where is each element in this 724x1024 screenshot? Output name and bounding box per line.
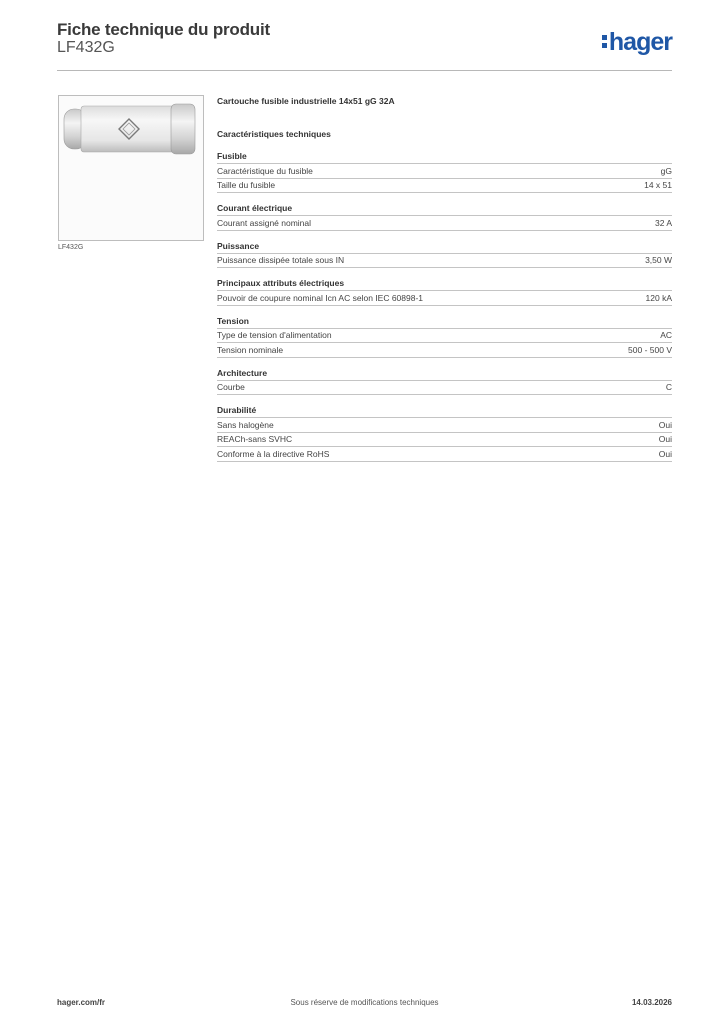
- section-title: Durabilité: [217, 405, 257, 415]
- spec-heading: Caractéristiques techniques: [217, 129, 331, 139]
- spec-section: [217, 368, 672, 396]
- spec-label: Caractéristique du fusible: [217, 165, 313, 176]
- spec-value: C: [665, 382, 672, 393]
- product-image: [58, 95, 204, 241]
- section-title: Tension: [217, 315, 249, 326]
- spec-row: [217, 328, 672, 343]
- spec-section: [217, 151, 672, 193]
- spec-value: 32 A: [654, 217, 672, 228]
- spec-value: Oui: [658, 434, 672, 445]
- spec-section: [217, 278, 672, 306]
- product-description: Cartouche fusible industrielle 14x51 gG 32A: [217, 96, 395, 106]
- spec-label: Type de tension d'alimentation: [217, 330, 332, 341]
- spec-sections: [217, 151, 672, 462]
- hager-logo: [602, 28, 672, 57]
- spec-row: [217, 290, 672, 306]
- spec-label: Courant assigné nominal: [217, 217, 312, 228]
- product-code: LF432G: [57, 39, 115, 56]
- footer-date: 14.03.2026: [631, 998, 672, 1007]
- spec-row: [217, 446, 672, 462]
- spec-section: [217, 405, 672, 462]
- section-title: Architecture: [217, 367, 268, 378]
- spec-label: Courbe: [217, 382, 245, 393]
- spec-label: Pouvoir de coupure nominal Icn AC selon IEC 60898-1: [217, 292, 424, 303]
- image-caption: LF432G: [58, 244, 84, 251]
- spec-section: [217, 316, 672, 358]
- footer-website-link[interactable]: hager.com/fr: [57, 998, 106, 1007]
- footer-notice: Sous réserve de modifications techniques: [290, 998, 439, 1007]
- page-header: [57, 20, 672, 71]
- spec-value: 500 - 500 V: [628, 344, 672, 355]
- document-title: Fiche technique du produit: [57, 20, 270, 39]
- section-title: Courant électrique: [217, 203, 293, 213]
- spec-value: gG: [660, 165, 672, 176]
- spec-value: Oui: [658, 419, 672, 430]
- section-title: Principaux attributs électriques: [217, 278, 345, 288]
- section-title: Fusible: [217, 151, 247, 161]
- spec-label: Taille du fusible: [217, 180, 276, 191]
- spec-row: [217, 417, 672, 432]
- spec-row: [217, 178, 672, 194]
- spec-section: [217, 241, 672, 269]
- spec-value: Oui: [658, 448, 672, 459]
- spec-row: [217, 215, 672, 231]
- logo-text: hager: [608, 28, 672, 56]
- section-title: Puissance: [217, 240, 260, 251]
- spec-label: Puissance dissipée totale sous IN: [217, 255, 345, 266]
- spec-label: Conforme à la directive RoHS: [217, 448, 330, 459]
- spec-value: AC: [660, 330, 672, 341]
- spec-row: [217, 432, 672, 447]
- spec-value: 14 x 51: [644, 180, 672, 191]
- spec-row: [217, 163, 672, 178]
- spec-value: 120 kA: [645, 292, 672, 303]
- spec-value: 3,50 W: [645, 255, 672, 266]
- fuse-cartridge-icon: [59, 96, 203, 240]
- spec-row: [217, 342, 672, 358]
- spec-row: [217, 253, 672, 269]
- logo-dots-icon: [602, 35, 607, 49]
- spec-label: Tension nominale: [217, 344, 284, 355]
- spec-label: Sans halogène: [217, 419, 274, 430]
- spec-label: REACh-sans SVHC: [217, 434, 293, 445]
- spec-row: [217, 380, 672, 396]
- spec-section: [217, 203, 672, 231]
- spec-content: [217, 96, 672, 472]
